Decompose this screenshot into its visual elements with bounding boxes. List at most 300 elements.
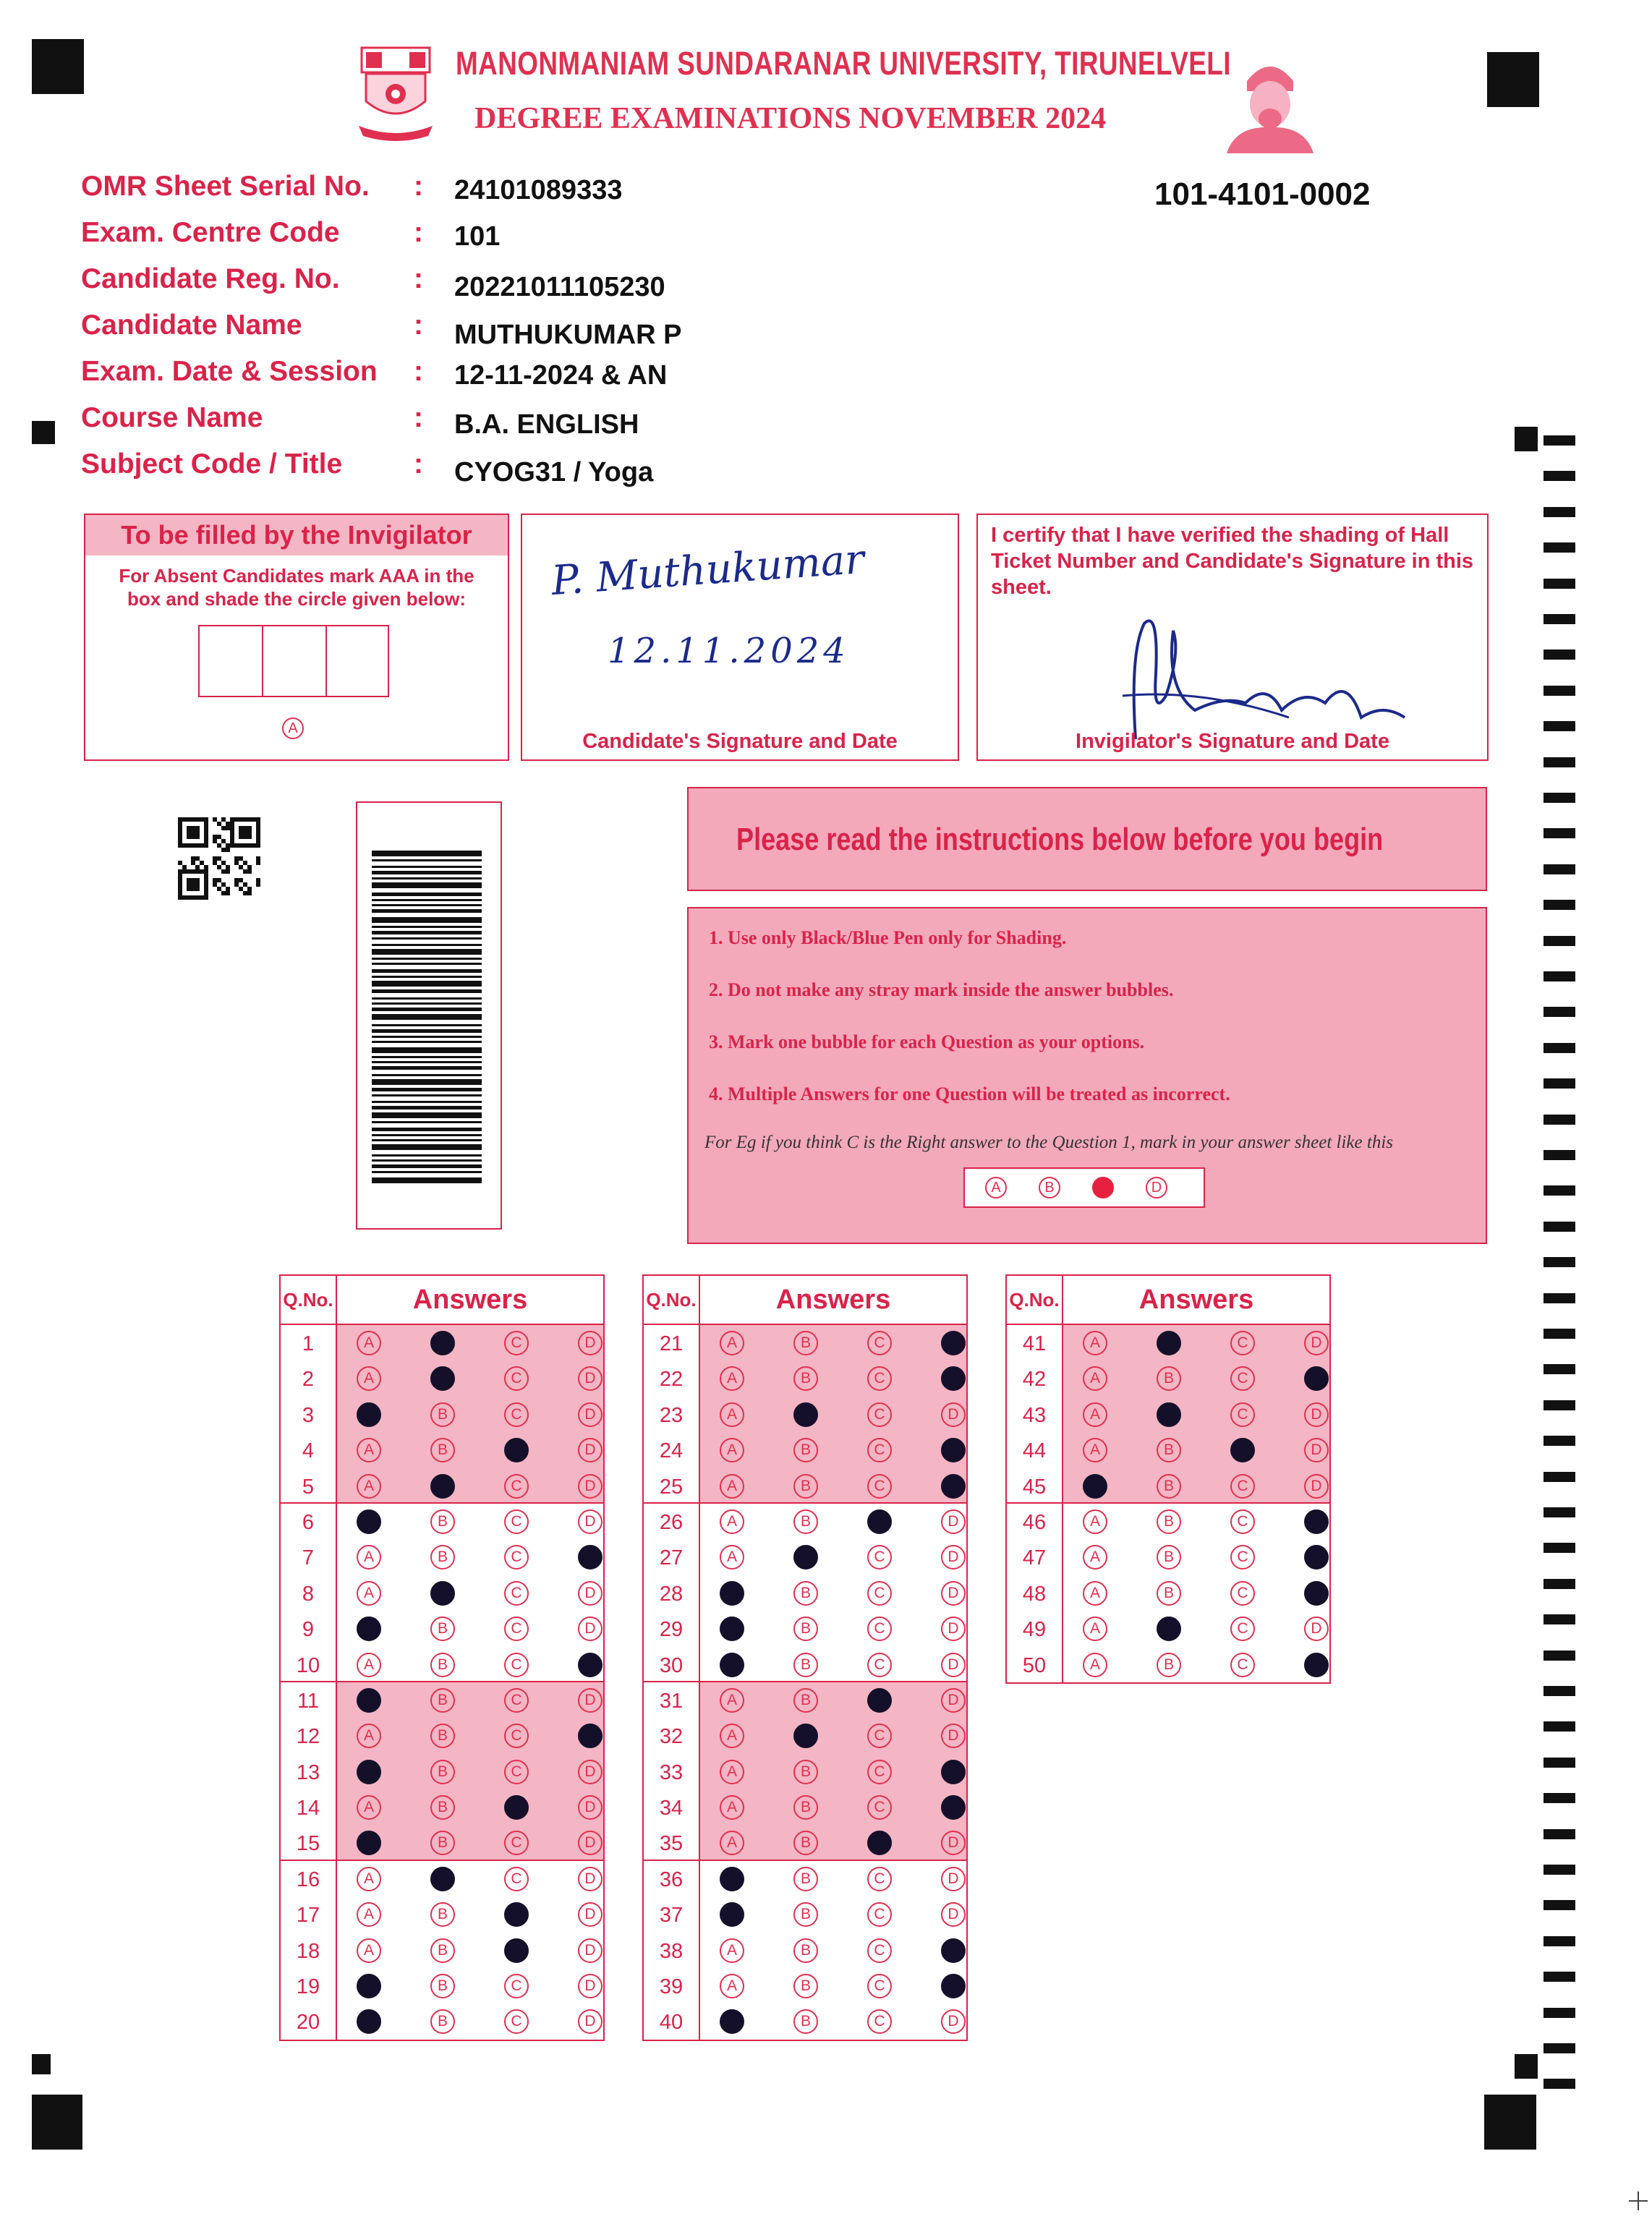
answer-bubble-a[interactable]: A bbox=[357, 1653, 381, 1677]
answer-bubble-b[interactable] bbox=[430, 1581, 455, 1606]
answer-bubble-b[interactable] bbox=[793, 1402, 818, 1427]
question-row bbox=[644, 1789, 966, 1825]
answer-bubble-d[interactable] bbox=[941, 1366, 966, 1391]
answer-bubble-d[interactable]: D bbox=[578, 1795, 603, 1820]
qr-module bbox=[234, 856, 239, 861]
answer-bubble-c[interactable]: C bbox=[867, 1366, 892, 1391]
answer-bubble-a[interactable]: A bbox=[720, 1724, 744, 1748]
question-number: 27 bbox=[659, 1546, 684, 1570]
question-row bbox=[644, 1825, 966, 1860]
answer-bubble-c[interactable]: C bbox=[1230, 1545, 1255, 1570]
answer-bubble-c[interactable]: C bbox=[504, 1831, 529, 1855]
answer-bubble-d[interactable] bbox=[1304, 1366, 1329, 1391]
example-bubble: D bbox=[1146, 1177, 1167, 1198]
answer-bubble-c[interactable]: C bbox=[504, 1545, 529, 1570]
qr-module bbox=[221, 861, 226, 865]
answer-bubble-b[interactable] bbox=[430, 1366, 455, 1391]
answer-bubble-b[interactable]: B bbox=[430, 1902, 455, 1927]
answer-bubble-c[interactable]: C bbox=[867, 1795, 892, 1820]
answer-bubble-a[interactable]: A bbox=[357, 1366, 381, 1391]
barcode-bar bbox=[372, 1047, 482, 1053]
qno-header: Q.No. bbox=[1007, 1276, 1063, 1324]
answer-bubble-a[interactable] bbox=[357, 1402, 381, 1427]
answer-bubble-d[interactable] bbox=[941, 1974, 966, 1998]
answer-bubble-c[interactable]: C bbox=[504, 1617, 529, 1641]
instruction-item: 4. Multiple Answers for one Question will be treated as incorrect. bbox=[709, 1083, 1230, 1104]
answer-bubble-d[interactable]: D bbox=[1304, 1438, 1329, 1462]
answer-bubble-a[interactable]: A bbox=[720, 1688, 744, 1713]
barcode-bar bbox=[372, 1061, 482, 1063]
answer-bubble-c[interactable]: C bbox=[867, 1760, 892, 1784]
question-row bbox=[281, 1861, 603, 1896]
reference-code: 101-4101-0002 bbox=[1154, 176, 1371, 212]
answer-bubble-b[interactable] bbox=[793, 1545, 818, 1570]
answer-bubble-b[interactable] bbox=[430, 1867, 455, 1891]
barcode-bar bbox=[372, 963, 482, 965]
timing-mark bbox=[1544, 1222, 1575, 1232]
timing-mark bbox=[1544, 1543, 1575, 1553]
answer-bubble-d[interactable]: D bbox=[578, 1402, 603, 1427]
answer-bubble-c[interactable]: C bbox=[867, 1438, 892, 1462]
answer-bubble-c[interactable]: C bbox=[1230, 1474, 1255, 1499]
answer-bubble-b[interactable]: B bbox=[430, 1545, 455, 1570]
timing-mark bbox=[1544, 1936, 1575, 1946]
question-row bbox=[644, 1718, 966, 1753]
answer-bubble-b[interactable]: B bbox=[1157, 1581, 1181, 1606]
answer-bubble-b[interactable]: B bbox=[430, 1795, 455, 1820]
answer-bubble-c[interactable]: C bbox=[504, 1760, 529, 1784]
timing-mark bbox=[1544, 649, 1575, 660]
question-number: 21 bbox=[659, 1332, 684, 1355]
question-row bbox=[281, 1611, 603, 1646]
answer-bubble-a[interactable]: A bbox=[720, 1509, 744, 1534]
answer-bubble-d[interactable]: D bbox=[1304, 1402, 1329, 1427]
question-row bbox=[1007, 1432, 1329, 1468]
registration-mark bbox=[1484, 2095, 1536, 2150]
answer-bubble-d[interactable]: D bbox=[578, 1831, 603, 1855]
absent-bubble[interactable]: A bbox=[282, 717, 304, 739]
answer-bubble-c[interactable]: C bbox=[867, 1617, 892, 1641]
answer-bubble-a[interactable] bbox=[357, 1617, 381, 1641]
answer-bubble-c[interactable]: C bbox=[504, 1867, 529, 1891]
question-row bbox=[281, 1432, 603, 1468]
answer-bubble-d[interactable]: D bbox=[578, 1474, 603, 1499]
answer-bubble-a[interactable] bbox=[357, 1760, 381, 1784]
field-colon: : bbox=[414, 356, 423, 387]
field-value: 24101089333 bbox=[454, 175, 623, 205]
answer-bubble-d[interactable]: D bbox=[578, 1938, 603, 1963]
answer-bubble-b[interactable]: B bbox=[793, 1902, 818, 1927]
question-number: 5 bbox=[302, 1475, 315, 1499]
university-title: MANONMANIAM SUNDARANAR UNIVERSITY, TIRUNELVELI bbox=[456, 45, 1231, 82]
answer-bubble-b[interactable]: B bbox=[793, 1581, 818, 1606]
answer-bubble-d[interactable]: D bbox=[941, 1831, 966, 1855]
answer-bubble-c[interactable]: C bbox=[504, 1974, 529, 1998]
answer-bubble-a[interactable]: A bbox=[720, 1795, 744, 1820]
answers-header: Answers bbox=[412, 1285, 528, 1315]
answer-bubble-d[interactable] bbox=[941, 1795, 966, 1820]
answer-bubble-b[interactable]: B bbox=[430, 1760, 455, 1784]
answer-bubble-c[interactable]: C bbox=[867, 1902, 892, 1927]
candidate-signature-caption: Candidate's Signature and Date bbox=[582, 730, 898, 753]
answer-bubble-a[interactable]: A bbox=[720, 1545, 744, 1570]
barcode-bar bbox=[372, 944, 482, 946]
qr-module bbox=[243, 861, 247, 865]
answer-bubble-b[interactable]: B bbox=[793, 1938, 818, 1963]
answer-bubble-c[interactable]: C bbox=[867, 2009, 892, 2034]
answer-bubble-c[interactable]: C bbox=[1230, 1509, 1255, 1534]
field-colon: : bbox=[414, 310, 423, 341]
answer-bubble-a[interactable]: A bbox=[1083, 1545, 1107, 1570]
answer-bubble-d[interactable] bbox=[1304, 1509, 1329, 1534]
answer-bubble-b[interactable]: B bbox=[430, 1688, 455, 1713]
answer-bubble-b[interactable]: B bbox=[430, 1438, 455, 1462]
answer-bubble-a[interactable]: A bbox=[720, 1474, 744, 1499]
answer-bubble-a[interactable] bbox=[357, 1509, 381, 1534]
answer-bubble-b[interactable]: B bbox=[793, 1688, 818, 1713]
answer-bubble-a[interactable] bbox=[357, 1974, 381, 1998]
timing-mark bbox=[1544, 1293, 1575, 1303]
question-number: 6 bbox=[302, 1510, 315, 1534]
answer-bubble-d[interactable]: D bbox=[941, 1545, 966, 1570]
answer-bubble-c[interactable]: C bbox=[504, 2009, 529, 2034]
answer-bubble-b[interactable]: B bbox=[793, 1867, 818, 1891]
answer-bubble-a[interactable] bbox=[720, 1653, 744, 1677]
qr-module bbox=[239, 865, 243, 869]
answer-bubble-c[interactable]: C bbox=[504, 1724, 529, 1748]
answer-bubble-b[interactable]: B bbox=[430, 1724, 455, 1748]
answer-bubble-a[interactable]: A bbox=[1083, 1581, 1107, 1606]
answer-bubble-c[interactable]: C bbox=[867, 1331, 892, 1355]
answer-bubble-a[interactable] bbox=[1083, 1474, 1107, 1499]
answer-bubble-a[interactable]: A bbox=[1083, 1366, 1107, 1391]
answer-bubble-d[interactable]: D bbox=[941, 1402, 966, 1427]
instructions-heading: Please read the instructions below before you begin bbox=[736, 822, 1384, 857]
answer-bubble-a[interactable]: A bbox=[357, 1545, 381, 1570]
answer-bubble-b[interactable]: B bbox=[793, 1366, 818, 1391]
question-row bbox=[644, 1754, 966, 1789]
answer-bubble-d[interactable] bbox=[941, 1438, 966, 1462]
barcode-bar bbox=[372, 1008, 482, 1011]
answer-bubble-d[interactable]: D bbox=[941, 1581, 966, 1606]
answer-bubble-c[interactable]: C bbox=[504, 1331, 529, 1355]
answer-bubble-d[interactable]: D bbox=[941, 1902, 966, 1927]
qr-module bbox=[256, 878, 260, 882]
answer-bubble-b[interactable]: B bbox=[1157, 1366, 1181, 1391]
answer-bubble-c[interactable]: C bbox=[867, 1724, 892, 1748]
field-value: MUTHUKUMAR P bbox=[454, 320, 682, 350]
answer-bubble-d[interactable]: D bbox=[941, 1688, 966, 1713]
answer-bubble-b[interactable]: B bbox=[430, 1402, 455, 1427]
answer-bubble-c[interactable]: C bbox=[504, 1402, 529, 1427]
answer-bubble-d[interactable] bbox=[941, 1331, 966, 1355]
answer-bubble-d[interactable]: D bbox=[941, 1724, 966, 1748]
answer-bubble-a[interactable]: A bbox=[357, 1331, 381, 1355]
question-number: 40 bbox=[659, 2011, 684, 2035]
answer-bubble-d[interactable]: D bbox=[941, 1509, 966, 1534]
answer-bubble-d[interactable]: D bbox=[941, 1867, 966, 1891]
answer-bubble-c[interactable]: C bbox=[504, 1366, 529, 1391]
grid-body bbox=[644, 1325, 966, 2040]
answer-bubble-d[interactable]: D bbox=[578, 1366, 603, 1391]
qr-module bbox=[213, 835, 217, 839]
answer-bubble-a[interactable]: A bbox=[1083, 1509, 1107, 1534]
answer-bubble-a[interactable]: A bbox=[357, 1795, 381, 1820]
answer-bubble-a[interactable]: A bbox=[357, 1724, 381, 1748]
answer-bubble-d[interactable]: D bbox=[1304, 1617, 1329, 1641]
answer-bubble-c[interactable] bbox=[504, 1438, 529, 1462]
answer-bubble-d[interactable]: D bbox=[941, 1617, 966, 1641]
answer-bubble-c[interactable] bbox=[504, 1938, 529, 1963]
question-row bbox=[281, 1933, 603, 1968]
answer-bubble-c[interactable]: C bbox=[504, 1509, 529, 1534]
answer-bubble-c[interactable]: C bbox=[867, 1545, 892, 1570]
answer-bubble-a[interactable] bbox=[720, 1617, 744, 1641]
barcode-bar bbox=[372, 969, 482, 973]
answer-bubble-c[interactable]: C bbox=[867, 1581, 892, 1606]
answer-bubble-b[interactable]: B bbox=[430, 1831, 455, 1855]
invigilator-signature-caption: Invigilator's Signature and Date bbox=[1076, 730, 1389, 753]
answer-bubble-a[interactable] bbox=[357, 2009, 381, 2034]
barcode-bar bbox=[372, 1112, 482, 1118]
question-number: 50 bbox=[1022, 1653, 1047, 1677]
barcode-bar bbox=[372, 1171, 482, 1173]
answer-bubble-d[interactable]: D bbox=[578, 1617, 603, 1641]
instruction-item: 3. Mark one bubble for each Question as your options. bbox=[709, 1031, 1145, 1052]
answer-bubble-b[interactable]: B bbox=[430, 1974, 455, 1998]
registration-mark bbox=[1487, 52, 1539, 107]
answer-bubble-c[interactable]: C bbox=[1230, 1653, 1255, 1677]
question-number: 19 bbox=[296, 1975, 320, 1999]
answer-bubble-c[interactable] bbox=[867, 1688, 892, 1713]
instruction-item: 2. Do not make any stray mark inside the answer bubbles. bbox=[709, 979, 1174, 1000]
answer-bubble-d[interactable] bbox=[578, 1545, 603, 1570]
barcode-bar bbox=[372, 981, 482, 987]
invigilator-box-title: To be filled by the Invigilator bbox=[85, 515, 508, 555]
question-number: 30 bbox=[659, 1653, 684, 1677]
answer-bubble-d[interactable] bbox=[578, 1653, 603, 1677]
answer-bubble-a[interactable]: A bbox=[357, 1902, 381, 1927]
answer-bubble-a[interactable]: A bbox=[720, 1366, 744, 1391]
field-label: Exam. Date & Session bbox=[81, 356, 378, 387]
answer-bubble-b[interactable]: B bbox=[793, 1331, 818, 1355]
answer-bubble-b[interactable]: B bbox=[793, 2009, 818, 2034]
barcode-bar bbox=[372, 1106, 482, 1110]
question-row bbox=[281, 1575, 603, 1611]
answer-bubble-d[interactable] bbox=[1304, 1545, 1329, 1570]
answer-bubble-b[interactable]: B bbox=[793, 1795, 818, 1820]
answer-bubble-d[interactable]: D bbox=[578, 1331, 603, 1355]
question-number: 24 bbox=[659, 1439, 684, 1463]
answer-bubble-a[interactable]: A bbox=[720, 1938, 744, 1963]
answer-bubble-d[interactable] bbox=[941, 1760, 966, 1784]
barcode-bar bbox=[372, 1041, 482, 1043]
qr-module bbox=[217, 822, 221, 826]
question-row bbox=[1007, 1397, 1329, 1432]
answer-bubble-d[interactable]: D bbox=[578, 1974, 603, 1998]
timing-mark bbox=[1544, 471, 1575, 481]
answer-bubble-d[interactable] bbox=[578, 1724, 603, 1748]
question-row bbox=[644, 1397, 966, 1432]
answer-bubble-a[interactable]: A bbox=[1083, 1402, 1107, 1427]
question-row bbox=[644, 1504, 966, 1539]
answer-bubble-b[interactable]: B bbox=[793, 1474, 818, 1499]
answer-bubble-c[interactable]: C bbox=[867, 1938, 892, 1963]
answer-bubble-b[interactable] bbox=[1157, 1402, 1181, 1427]
answer-bubble-d[interactable] bbox=[1304, 1581, 1329, 1606]
answer-bubble-d[interactable] bbox=[941, 1474, 966, 1499]
answer-bubble-b[interactable]: B bbox=[1157, 1438, 1181, 1462]
answer-bubble-c[interactable]: C bbox=[867, 1653, 892, 1677]
answer-bubble-d[interactable] bbox=[941, 1938, 966, 1963]
timing-mark bbox=[1544, 614, 1575, 624]
answer-bubble-c[interactable]: C bbox=[1230, 1581, 1255, 1606]
question-number: 20 bbox=[296, 2011, 320, 2035]
question-row bbox=[281, 1718, 603, 1753]
answer-bubble-b[interactable]: B bbox=[1157, 1474, 1181, 1499]
answer-bubble-a[interactable]: A bbox=[720, 1760, 744, 1784]
answer-bubble-c[interactable] bbox=[504, 1795, 529, 1820]
answer-bubble-c[interactable]: C bbox=[504, 1653, 529, 1677]
answer-bubble-d[interactable]: D bbox=[578, 1867, 603, 1891]
question-number: 10 bbox=[296, 1653, 320, 1677]
answer-bubble-b[interactable]: B bbox=[793, 1509, 818, 1534]
answer-bubble-a[interactable]: A bbox=[357, 1474, 381, 1499]
timing-mark bbox=[1544, 1400, 1575, 1410]
question-row bbox=[644, 1575, 966, 1611]
answer-bubble-c[interactable]: C bbox=[1230, 1402, 1255, 1427]
answer-bubble-b[interactable]: B bbox=[430, 1938, 455, 1963]
answer-bubble-d[interactable]: D bbox=[578, 1902, 603, 1927]
answer-bubble-d[interactable]: D bbox=[1304, 1474, 1329, 1499]
qno-header: Q.No. bbox=[281, 1276, 337, 1324]
answer-bubble-c[interactable]: C bbox=[504, 1581, 529, 1606]
question-row bbox=[644, 1933, 966, 1968]
answer-bubble-c[interactable]: C bbox=[1230, 1331, 1255, 1355]
answer-bubble-a[interactable] bbox=[720, 1867, 744, 1891]
answer-bubble-a[interactable]: A bbox=[720, 1438, 744, 1462]
timing-mark bbox=[1544, 1472, 1575, 1482]
answer-bubble-a[interactable]: A bbox=[1083, 1617, 1107, 1641]
answer-bubble-b[interactable]: B bbox=[1157, 1509, 1181, 1534]
founder-portrait bbox=[1221, 52, 1319, 153]
answer-bubble-d[interactable]: D bbox=[578, 1688, 603, 1713]
answer-bubble-b[interactable]: B bbox=[430, 1509, 455, 1534]
answer-bubble-d[interactable]: D bbox=[578, 1581, 603, 1606]
answer-bubble-b[interactable]: B bbox=[793, 1974, 818, 1998]
answer-bubble-a[interactable]: A bbox=[720, 1331, 744, 1355]
answer-bubble-d[interactable]: D bbox=[578, 2009, 603, 2034]
answer-bubble-c[interactable]: C bbox=[867, 1974, 892, 1998]
question-number: 16 bbox=[296, 1867, 320, 1891]
answer-bubble-a[interactable] bbox=[720, 1581, 744, 1606]
answer-bubble-b[interactable]: B bbox=[793, 1653, 818, 1677]
question-number: 44 bbox=[1022, 1439, 1047, 1463]
answer-bubble-b[interactable]: B bbox=[1157, 1653, 1181, 1677]
answer-bubble-b[interactable]: B bbox=[430, 1653, 455, 1677]
answer-bubble-a[interactable]: A bbox=[357, 1938, 381, 1963]
answer-bubble-a[interactable]: A bbox=[1083, 1653, 1107, 1677]
answer-bubble-d[interactable]: D bbox=[941, 2009, 966, 2034]
answer-bubble-a[interactable] bbox=[357, 1831, 381, 1855]
answer-bubble-c[interactable]: C bbox=[867, 1867, 892, 1891]
timing-mark bbox=[1544, 2043, 1575, 2053]
absent-mark-boxes[interactable] bbox=[198, 625, 389, 697]
answer-bubble-d[interactable] bbox=[1304, 1653, 1329, 1677]
answer-bubble-b[interactable]: B bbox=[1157, 1545, 1181, 1570]
timing-mark bbox=[1544, 507, 1575, 517]
answer-bubble-c[interactable]: C bbox=[867, 1402, 892, 1427]
answer-bubble-d[interactable]: D bbox=[1304, 1331, 1329, 1355]
answer-bubble-c[interactable]: C bbox=[1230, 1617, 1255, 1641]
answer-bubble-a[interactable]: A bbox=[1083, 1438, 1107, 1462]
qr-module bbox=[243, 882, 247, 887]
barcode-bar bbox=[372, 1056, 482, 1058]
answer-bubble-b[interactable] bbox=[430, 1331, 455, 1355]
answer-bubble-a[interactable]: A bbox=[720, 1831, 744, 1855]
field-value: CYOG31 / Yoga bbox=[454, 457, 654, 487]
answer-bubble-b[interactable]: B bbox=[430, 1617, 455, 1641]
answer-bubble-a[interactable] bbox=[720, 1902, 744, 1927]
qr-module bbox=[226, 822, 230, 826]
answer-bubble-c[interactable] bbox=[867, 1831, 892, 1855]
answer-bubble-c[interactable]: C bbox=[504, 1688, 529, 1713]
answer-bubble-c[interactable]: C bbox=[867, 1474, 892, 1499]
answer-bubble-a[interactable]: A bbox=[357, 1438, 381, 1462]
answer-bubble-b[interactable]: B bbox=[793, 1617, 818, 1641]
question-row bbox=[281, 1360, 603, 1396]
answer-grid-21-40 bbox=[642, 1274, 968, 2041]
answer-bubble-b[interactable]: B bbox=[430, 2009, 455, 2034]
answer-bubble-b[interactable] bbox=[1157, 1617, 1181, 1641]
barcode-bar bbox=[372, 1024, 482, 1026]
question-row bbox=[644, 1432, 966, 1468]
answer-bubble-c[interactable]: C bbox=[1230, 1366, 1255, 1391]
answer-bubble-d[interactable]: D bbox=[941, 1653, 966, 1677]
answer-bubble-b[interactable]: B bbox=[793, 1438, 818, 1462]
answer-bubble-b[interactable]: B bbox=[793, 1760, 818, 1784]
answer-bubble-c[interactable]: C bbox=[504, 1474, 529, 1499]
answer-bubble-b[interactable]: B bbox=[793, 1831, 818, 1855]
answer-bubble-a[interactable]: A bbox=[357, 1867, 381, 1891]
answer-bubble-a[interactable] bbox=[720, 2009, 744, 2034]
qr-module bbox=[239, 878, 243, 882]
answer-bubble-d[interactable]: D bbox=[578, 1438, 603, 1462]
timing-mark bbox=[1544, 542, 1575, 553]
barcode-bar bbox=[372, 1177, 482, 1183]
question-row bbox=[644, 1861, 966, 1896]
timing-mark bbox=[1544, 1078, 1575, 1089]
answer-bubble-a[interactable]: A bbox=[357, 1581, 381, 1606]
qr-module bbox=[217, 878, 221, 882]
answer-bubble-c[interactable] bbox=[867, 1509, 892, 1534]
answer-bubble-a[interactable]: A bbox=[720, 1974, 744, 1998]
answer-bubble-c[interactable] bbox=[504, 1902, 529, 1927]
barcode-bar bbox=[372, 1144, 482, 1150]
answer-bubble-d[interactable]: D bbox=[578, 1760, 603, 1784]
answer-bubble-d[interactable]: D bbox=[578, 1509, 603, 1534]
field-colon: : bbox=[414, 402, 423, 433]
answer-bubble-b[interactable] bbox=[1157, 1331, 1181, 1355]
barcode-bar bbox=[372, 1002, 482, 1005]
answer-bubble-c[interactable] bbox=[1230, 1438, 1255, 1462]
timing-mark bbox=[1544, 1972, 1575, 1982]
answer-bubble-b[interactable] bbox=[793, 1724, 818, 1748]
answer-bubble-a[interactable]: A bbox=[720, 1402, 744, 1427]
answer-bubble-a[interactable]: A bbox=[1083, 1331, 1107, 1355]
answer-bubble-b[interactable] bbox=[430, 1474, 455, 1499]
answer-bubble-a[interactable] bbox=[357, 1688, 381, 1713]
